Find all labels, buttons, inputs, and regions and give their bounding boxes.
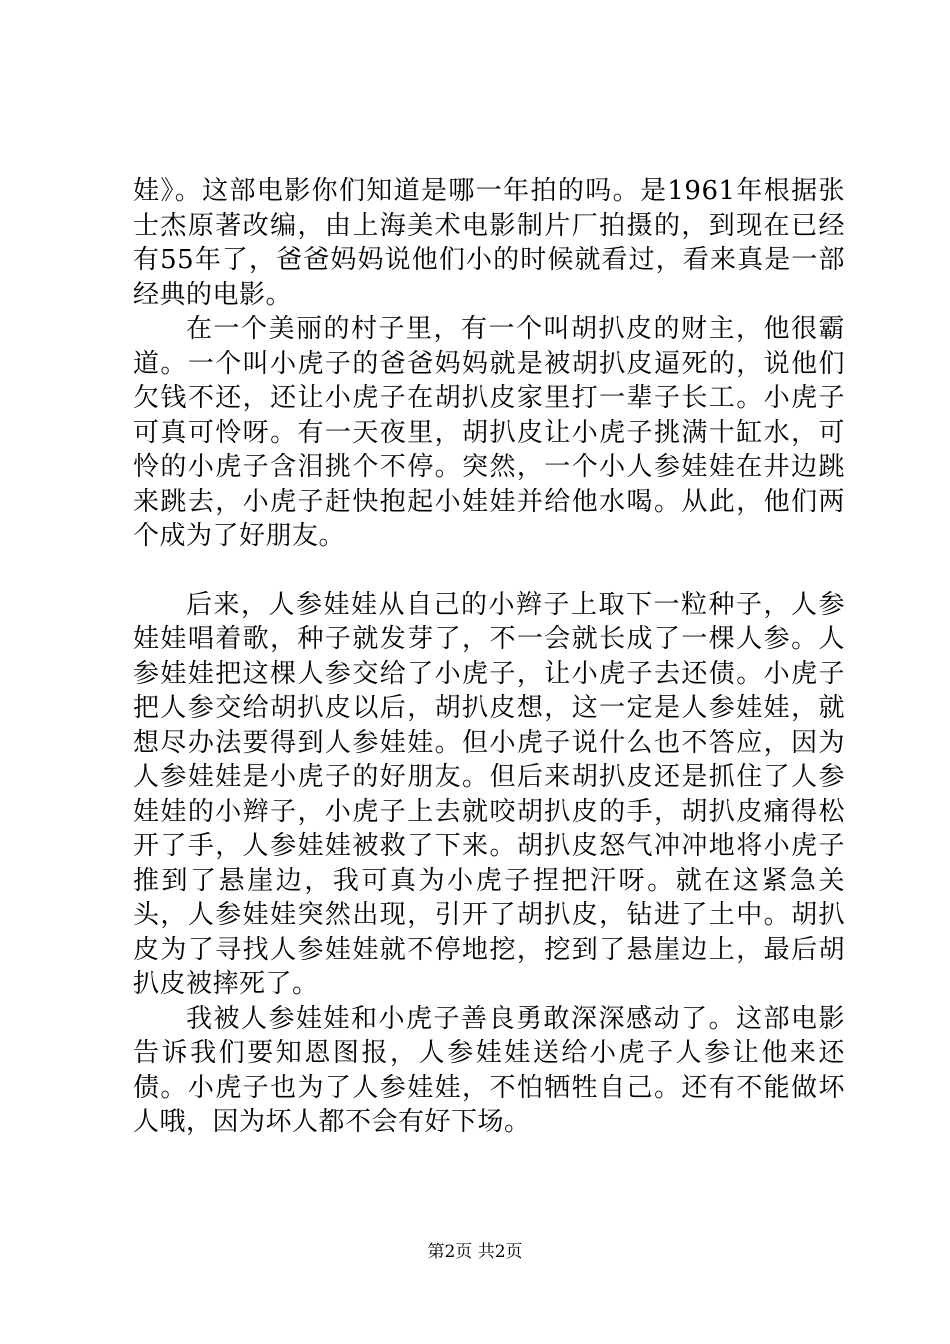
paragraph-continuation: 娃》。这部电影你们知道是哪一年拍的吗。是1961年根据张士杰原著改编，由上海美术电影制片厂拍摄的，到现在已经有55年了，爸爸妈妈说他们小的时候就看过，看来真是一部经典的电影。 — [133, 176, 845, 310]
page-footer: 第2页 共2页 — [427, 1242, 523, 1262]
document-body — [133, 174, 845, 1140]
paragraph-story-intro: 在一个美丽的村子里，有一个叫胡扒皮的财主，他很霸道。一个叫小虎子的爸爸妈妈就是被胡扒皮逼死的，说他们欠钱不还，还让小虎子在胡扒皮家里打一辈子长工。小虎子可真可怜呀。有一天夜里，胡扒皮让小虎子挑满十缸水，可怜的小虎子含泪挑个不停。突然，一个小人参娃娃在井边跳来跳去，小虎子赶快抱起小娃娃并给他水喝。从此，他们两个成为了好朋友。 — [133, 314, 845, 551]
paragraph-reflection: 我被人参娃娃和小虎子善良勇敢深深感动了。这部电影告诉我们要知恩图报，人参娃娃送给小虎子人参让他来还债。小虎子也为了人参娃娃，不怕牺牲自己。还有不能做坏人哦，因为坏人都不会有好下场。 — [133, 1003, 845, 1137]
paragraph-story-plot: 后来，人参娃娃从自己的小辫子上取下一粒种子，人参娃娃唱着歌，种子就发芽了，不一会就长成了一棵人参。人参娃娃把这棵人参交给了小虎子，让小虎子去还债。小虎子把人参交给胡扒皮以后，胡扒皮想，这一定是人参娃娃，就想尽办法要得到人参娃娃。但小虎子说什么也不答应，因为人参娃娃是小虎子的好朋友。但后来胡扒皮还是抓住了人参娃娃的小辫子，小虎子上去就咬胡扒皮的手，胡扒皮痛得松开了手，人参娃娃被救了下来。胡扒皮怒气冲冲地将小虎子推到了悬崖边，我可真为小虎子捏把汗呀。就在这紧急关头，人参娃娃突然出现，引开了胡扒皮，钻进了土中。胡扒皮为了寻找人参娃娃就不停地挖，挖到了悬崖边上，最后胡扒皮被摔死了。 — [133, 589, 845, 999]
